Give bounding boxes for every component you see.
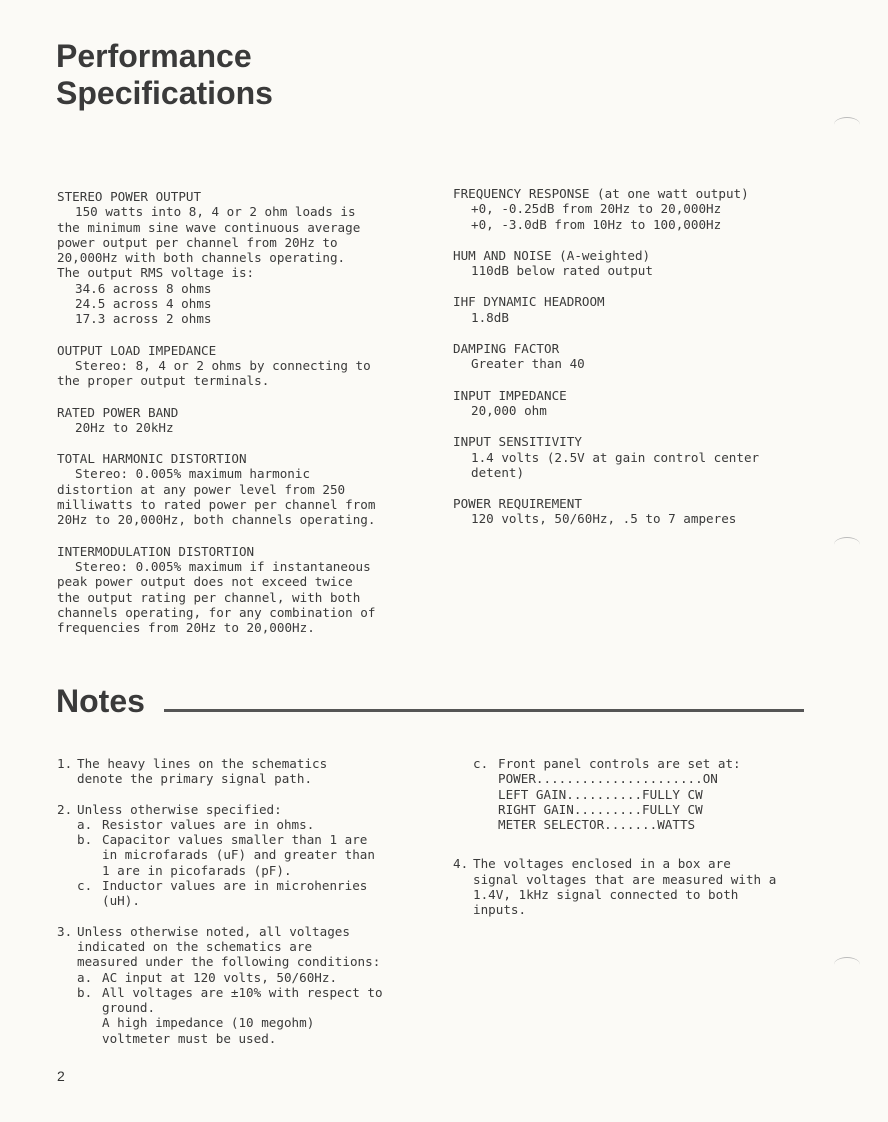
spec-input-impedance	[453, 388, 803, 419]
note-1	[57, 756, 417, 787]
spec-heading: RATED POWER BAND	[57, 404, 179, 420]
spec-heading: IHF DYNAMIC HEADROOM	[453, 294, 605, 310]
notes-title: Notes	[56, 683, 145, 719]
note-subitem	[57, 817, 417, 832]
spec-line: peak power output does not exceed twice	[57, 574, 353, 590]
spec-line: 24.5 across 4 ohms	[75, 296, 212, 312]
note-4	[453, 856, 813, 917]
note-item	[57, 924, 417, 970]
spec-heading: DAMPING FACTOR	[453, 341, 560, 357]
spec-line: The output RMS voltage is:	[57, 265, 255, 281]
spec-stereo-power-output	[57, 189, 407, 327]
note-line: 1.4V, 1kHz signal connected to both	[473, 887, 739, 903]
spec-line: 17.3 across 2 ohms	[75, 311, 212, 327]
notes-rule	[164, 709, 804, 712]
subitem-text	[102, 878, 417, 909]
spec-power-requirement	[453, 496, 803, 527]
spec-line: 110dB below rated output	[471, 263, 653, 279]
note-line: denote the primary signal path.	[77, 771, 313, 787]
spec-line: power output per channel from 20Hz to	[57, 234, 338, 250]
note-line: measured under the following conditions:	[77, 954, 381, 970]
binder-hole-mark	[834, 117, 860, 132]
spec-body	[453, 201, 803, 232]
note-subitem	[453, 756, 813, 771]
subitem-line: Capacitor values smaller than 1 are	[102, 832, 368, 848]
spec-line: the proper output terminals.	[57, 373, 270, 389]
control-setting: METER SELECTOR.......WATTS	[498, 817, 696, 833]
subitem-letter: b.	[77, 984, 93, 1000]
note-subitem	[57, 985, 417, 1046]
note-text	[77, 924, 417, 970]
spec-heading: INPUT SENSITIVITY	[453, 434, 582, 450]
subitem-line: voltmeter must be used.	[102, 1030, 277, 1046]
note-item	[57, 756, 417, 787]
spec-line: 1.8dB	[471, 309, 509, 325]
note-subitem	[57, 832, 417, 878]
subitem-line: (uH).	[102, 893, 140, 909]
spec-line: 120 volts, 50/60Hz, .5 to 7 amperes	[471, 511, 737, 527]
spec-line: Stereo: 0.005% maximum harmonic	[75, 466, 311, 482]
note-line: Unless otherwise specified:	[77, 801, 282, 817]
spec-body	[453, 450, 803, 481]
control-setting: RIGHT GAIN.........FULLY CW	[498, 801, 703, 817]
spec-heading: STEREO POWER OUTPUT	[57, 189, 202, 204]
spec-input-sensitivity	[453, 434, 803, 480]
subitem-line: A high impedance (10 megohm)	[102, 1015, 315, 1031]
spec-heading: FREQUENCY RESPONSE (at one watt output)	[453, 186, 749, 201]
title-line-1: Performance	[56, 38, 252, 74]
subitem-letter: a.	[77, 969, 93, 985]
spec-hum-and-noise	[453, 248, 803, 279]
notes-left-column	[57, 756, 417, 1061]
spec-line: frequencies from 20Hz to 20,000Hz.	[57, 620, 315, 636]
note-subitem	[57, 970, 417, 985]
spec-intermodulation-distortion	[57, 544, 407, 636]
notes-heading	[56, 681, 804, 721]
note-number: 2.	[57, 801, 73, 817]
note-2	[57, 802, 417, 909]
spec-rated-power-band	[57, 405, 407, 436]
note-number: 1.	[57, 756, 73, 771]
subitem-line: Inductor values are in microhenries	[102, 878, 368, 894]
subitem-line: AC input at 120 volts, 50/60Hz.	[102, 969, 338, 985]
note-2c-controls	[453, 756, 813, 832]
spec-line: milliwatts to rated power per channel from	[57, 497, 376, 513]
note-subitem	[57, 878, 417, 909]
subitem-text	[102, 832, 417, 878]
note-line: inputs.	[473, 902, 527, 918]
spec-heading: HUM AND NOISE (A-weighted)	[453, 247, 651, 263]
binder-hole-mark	[834, 957, 860, 972]
control-setting: POWER......................ON	[498, 771, 718, 787]
subitem-letter: c.	[77, 878, 93, 894]
notes-right-column	[453, 756, 813, 933]
spec-line: 1.4 volts (2.5V at gain control center	[471, 449, 760, 465]
note-item	[453, 856, 813, 917]
spec-heading: TOTAL HARMONIC DISTORTION	[57, 451, 247, 467]
note-3	[57, 924, 417, 1046]
spec-heading: POWER REQUIREMENT	[453, 496, 582, 512]
page-title	[56, 38, 273, 112]
spec-line: 20,000 ohm	[471, 402, 547, 418]
spec-line: +0, -3.0dB from 10Hz to 100,000Hz	[471, 216, 722, 232]
spec-output-load-impedance	[57, 343, 407, 389]
spec-total-harmonic-distortion	[57, 451, 407, 527]
note-line: The voltages enclosed in a box are	[473, 856, 731, 872]
specs-right-column	[453, 186, 803, 543]
subitem-line: ground.	[102, 1000, 156, 1016]
spec-damping-factor	[453, 341, 803, 372]
subitem-line: Resistor values are in ohms.	[102, 816, 315, 832]
spec-line: the output rating per channel, with both	[57, 589, 361, 605]
subitem-line: All voltages are ±10% with respect to	[102, 984, 383, 1000]
spec-heading: OUTPUT LOAD IMPEDANCE	[57, 342, 217, 358]
spec-heading: INTERMODULATION DISTORTION	[57, 543, 255, 559]
spec-line: the minimum sine wave continuous average	[57, 219, 361, 235]
spec-heading: INPUT IMPEDANCE	[453, 387, 567, 403]
subitem-line: in microfarads (uF) and greater than	[102, 847, 375, 863]
subitem-letter: a.	[77, 816, 93, 832]
spec-line: 34.6 across 8 ohms	[75, 280, 212, 296]
note-number: 4.	[453, 856, 469, 872]
note-line: signal voltages that are measured with a	[473, 871, 777, 887]
spec-line: channels operating, for any combination of	[57, 604, 376, 620]
specs-left-column	[57, 189, 407, 651]
spec-line: 20Hz to 20kHz	[75, 419, 174, 435]
spec-ihf-dynamic-headroom	[453, 294, 803, 325]
spec-line: Stereo: 0.005% maximum if instantaneous	[75, 558, 371, 574]
spec-line: Greater than 40	[471, 356, 585, 372]
spec-line: 20,000Hz with both channels operating.	[57, 250, 346, 266]
subitem-line: 1 are in picofarads (pF).	[102, 862, 292, 878]
subitem-letter: c.	[473, 756, 489, 771]
note-line: The heavy lines on the schematics	[77, 756, 328, 771]
note-line: Unless otherwise noted, all voltages	[77, 923, 350, 939]
spec-line: +0, -0.25dB from 20Hz to 20,000Hz	[471, 201, 722, 217]
spec-line: 150 watts into 8, 4 or 2 ohm loads is	[75, 204, 356, 220]
note-line: indicated on the schematics are	[77, 938, 313, 954]
note-text	[77, 756, 417, 787]
spec-line: Stereo: 8, 4 or 2 ohms by connecting to	[75, 357, 371, 373]
note-item	[57, 802, 417, 817]
spec-line: distortion at any power level from 250	[57, 481, 346, 497]
subitem-letter: b.	[77, 832, 93, 848]
control-setting: LEFT GAIN..........FULLY CW	[498, 786, 703, 802]
note-number: 3.	[57, 923, 73, 939]
note-text	[473, 856, 813, 917]
spec-line: 20Hz to 20,000Hz, both channels operating.	[57, 512, 376, 528]
page-number: 2	[57, 1068, 65, 1084]
spec-line: detent)	[471, 464, 525, 480]
binder-hole-mark	[834, 537, 860, 552]
subitem-line: Front panel controls are set at:	[498, 756, 741, 771]
title-line-2: Specifications	[56, 75, 273, 111]
subitem-text	[102, 985, 417, 1046]
spec-frequency-response	[453, 186, 803, 232]
